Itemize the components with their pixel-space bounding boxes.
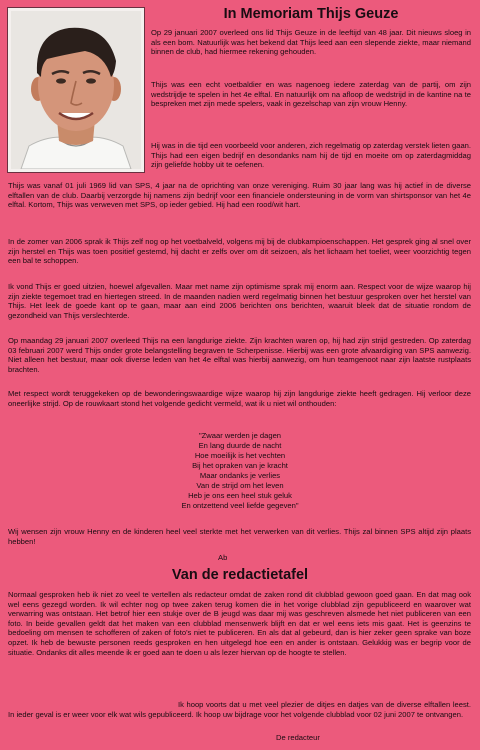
memoriam-paragraph-2: Thijs was een echt voetbaldier en was nagenoeg iedere zaterdag van de partij, om zijn wedstrijdje te spelen in het 4e elftal. En natuurlijk om na afloop de wedstrijd in de kantine na te bespreken met zijn mede spelers, vaak in gezelschap van zijn vrouw Henny.	[151, 80, 471, 109]
memoriam-paragraph-7: Op maandag 29 januari 2007 overleed Thijs na een langdurige ziekte. Zijn krachten waren op, hij had zijn strijd gestreden. Op zaterdag 03 februari 2007 werd Thijs onder grote belangstelling begraven te Scherpenisse. Hierbij was een grote afvaardiging van SPS aanwezig. Niet alleen het bestuur, maar ook diverse leden van het 4e elftal was hierbij aanwezig, om hun teamgenoot naar zijn laatste rustplaats brachten.	[8, 336, 471, 374]
poem-line: Heb je ons een heel stuk geluk	[188, 491, 292, 500]
poem-line: Van de strijd om het leven	[196, 481, 284, 490]
poem-line: Hoe moeilijk is het vechten	[194, 451, 286, 460]
redactie-paragraph-2: Ik hoop voorts dat u met veel plezier de ditjes en datjes van de diverse elftallen leest. In ieder geval is er weer voor elk wat wils gepubliceerd. Ik hoop uw bijdrage voor het volgende clubblad voor 02 juni 2007 te ontvangen.	[8, 700, 471, 719]
memoriam-paragraph-4: Thijs was vanaf 01 juli 1969 lid van SPS, 4 jaar na de oprichting van onze vereniging. Ruim 30 jaar lang was hij actief in de diverse elftallen van de club. Daarbij verzorgde hij namens zijn bedrijf voor een financiele ondersteuning in de vorm van shirtsponsor van het 4e elftal. Kortom, Thijs was verweven met SPS, op ieder gebied. Hij had een rood/wit hart.	[8, 181, 471, 210]
poem-line: "Zwaar werden je dagen	[198, 431, 282, 440]
poem-line: Bij het opraken van je kracht	[192, 461, 288, 470]
poem-line: En lang duurde de nacht	[198, 441, 282, 450]
portrait-image	[11, 11, 141, 169]
memoriam-paragraph-8: Met respect wordt teruggekeken op de bewonderingswaardige wijze waarop hij zijn langdurige ziekte heeft gedragen. Hij verloor deze oneerlijke strijd. Op de rouwkaart stond het volgende gedicht vermeld, wat ik u niet wil onthouden:	[8, 389, 471, 408]
redactie-title: Van de redactietafel	[171, 567, 309, 583]
memorial-poem	[60, 431, 420, 511]
poem-line: En ontzettend veel liefde gegeven"	[181, 501, 299, 510]
memoriam-paragraph-3: Hij was in die tijd een voorbeeld voor anderen, zich regelmatig op zaterdag verstek lieten gaan. Thijs had een eigen bedrijf en desondanks nam hij de tijd en moeite om op zaterdagmiddag zijn geliefde hobby uit te oefenen.	[151, 141, 471, 170]
memoriam-paragraph-1: Op 29 januari 2007 overleed ons lid Thijs Geuze in de leeftijd van 48 jaar. Dit nieuws sloeg in als een bom. Natuurlijk was het bekend dat Thijs leed aan een slepende ziekte, maar niemand binnen de club, had hiermee rekening gehouden.	[151, 28, 471, 57]
memoriam-paragraph-6: Ik vond Thijs er goed uitzien, hoewel afgevallen. Maar met name zijn optimisme sprak mij enorm aan. Respect voor de wijze waarop hij zijn ziekte tegemoet trad en hiertegen streed. In de maanden nadien werd regelmatig binnen het bestuur gesproken over het herstel van Thijs. Het leek de goede kant op te gaan, maar aan eind 2006 berichten ons berichten, waaruit bleek dat de situatie rondom de gezondheid van Thijs verslechterde.	[8, 282, 471, 320]
portrait-photo	[7, 7, 145, 173]
memoriam-paragraph-5: In de zomer van 2006 sprak ik Thijs zelf nog op het voetbalveld, volgens mij bij de clubkampioenschappen. Het gesprek ging al snel over zijn herstel en Thijs was toen positief gestemd, hij dacht er zelfs over om dit seizoen, als het lichaam het toeliet, weer voorzichtig tegen een bal te schoppen.	[8, 237, 471, 266]
poem-line: Maar ondanks je verlies	[199, 471, 281, 480]
redactie-signature: De redacteur	[276, 733, 320, 742]
memoriam-signature: Ab	[218, 553, 228, 562]
memoriam-title: In Memoriam Thijs Geuze	[223, 6, 399, 22]
redactie-paragraph-1: Normaal gesproken heb ik niet zo veel te vertellen als redacteur omdat de zaken rond dit clubblad gewoon goed gaan. En dat mag ook wel eens gezegd worden. Ik wil echter nog op twee zaken terug komen die in het vorige clubblad zijn gepubliceerd en waarover wat verwarring was ontstaan. Het betrof hier een stukje over de B jeugd was daar mij was geschreven alsmede het niet publiceren van een foto. In beide gevallen geldt dat het maken van een clubblad mensenwerk blijft en dat er wel eens iets mis gaat. Het is geenzins te bedoeling om mensen te schofferen of zaken of foto's niet te publiceren. En als dat al gebeurd, dan is hier zeker geen sprake van boze opzet. Ik heb de bewuste personen reeds gesproken en hen uitgelegd hoe een en ander is ontstaan. Gelukkig was er begrip voor de situatie. Ondanks dit alles meende ik er goed aan te doen u als lezer hiervan op de hoogte te stellen.	[8, 590, 471, 657]
memoriam-paragraph-9: Wij wensen zijn vrouw Henny en de kinderen heel veel sterkte met het verwerken van dit verlies. Thijs zal binnen SPS altijd zijn plaats hebben!	[8, 527, 471, 546]
